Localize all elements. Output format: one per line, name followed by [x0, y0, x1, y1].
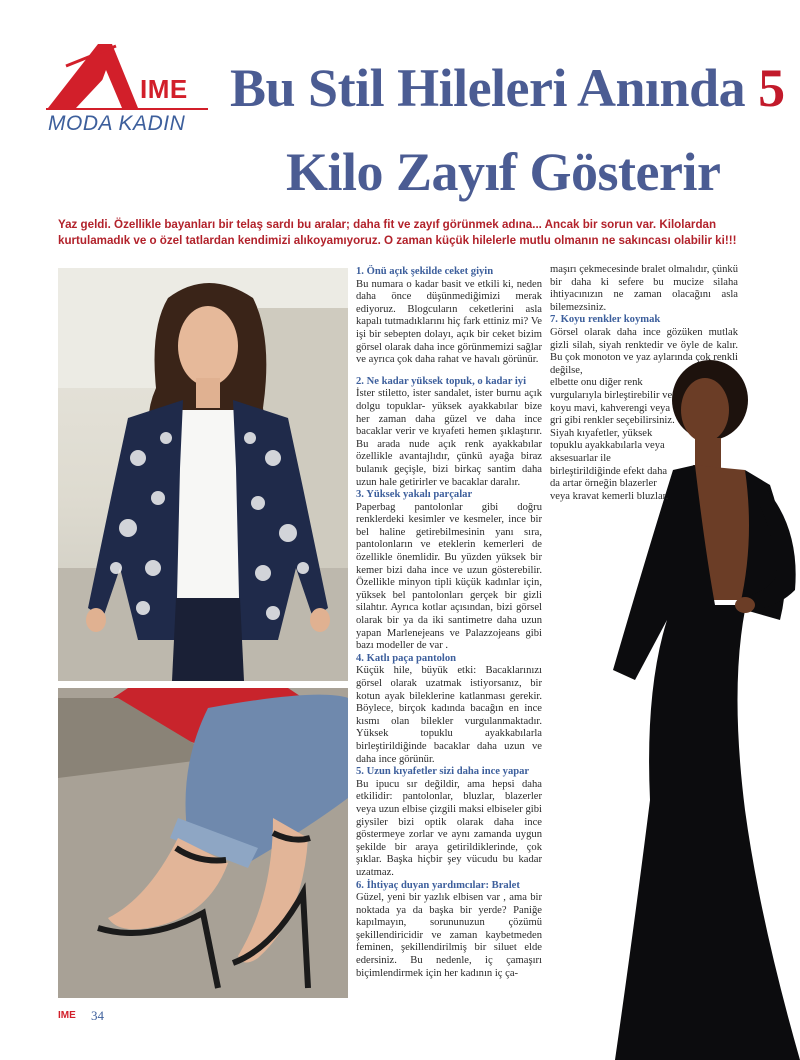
section-3-heading: 3. Yüksek yakalı parçalar	[356, 489, 473, 501]
title-line-1	[230, 52, 785, 124]
article-column-2	[550, 264, 738, 503]
article-column-1	[356, 266, 542, 980]
page-footer	[58, 1008, 118, 1026]
section-1-heading: 1. Önü açık şekilde ceket giyin	[356, 266, 494, 277]
section-7-body-narrow: elbette onu diğer renk vurgularıyla birleştirebilir ve koyu mavi, kahverengi veya gri gibi renkler seçebilirsiniz. Siyah kıyafetler, yüksek topuklu ayakkabılarla veya aksesuarlar ile birleştirildiğinde efekt daha da artar örneğin blazerler veya kravat kemerli bluzlar.	[550, 377, 675, 502]
section-3-body: Paperbag pantolonlar gibi doğru renklerdeki kesimler ve kesmeler, ince bir bel haline getirebilmesinin yanı sıra, pantolonların ve eteklerin kemerleri de özellikle önemlidir. Bu yüzden yüksek bir kemer bizi daha ince ve uzun gösterebilir. Özellikle minyon tipli küçük kadınlar için, yüksek bel pantolonları gerçek bir gizli silahtır. Ayrıca kotlar açısından, bizi görsel olarak bir ya da iki santimetre daha uzun yapan Marlenejeans ve Palazzojeans gibi bazı modeller de var .	[356, 501, 542, 652]
intro-text: Yaz geldi. Özellikle bayanları bir telaş sardı bu aralar; daha fit ve zayıf görünmek adına... Ancak bir sorun var. Kilolardan kurtulamadık ve o özel tatlardan kendimizi alıkoyamıyoruz. O zaman küçük hilelerle mutlu olmanın ne sakıncası olabilir ki!!!	[58, 218, 737, 247]
title-line-2: Kilo Zayıf Gösterir	[286, 142, 721, 202]
section-5-heading: 5. Uzun kıyafetler sizi daha ince yapar	[356, 766, 530, 778]
title-text-1: Bu Stil Hileleri Anında	[230, 58, 746, 118]
logo-subtitle: MODA KADIN	[48, 112, 186, 135]
section-7-body-wide: Görsel olarak daha ince gözüken mutlak gizli silah, siyah renktedir ve öyle de kalır. Bu çok monoton ve yaz aylarında çok renkli değilse,	[550, 326, 738, 376]
section-6-continued: maşırı çekmecesinde bralet olmalıdır, çünkü bir daha ki sefere bu mucize silaha ihtiyacınızın ne zaman olacağını asla bilemezsiniz.	[550, 264, 738, 313]
section-7-narrow-wrap	[550, 377, 676, 503]
title-number: 5	[758, 58, 785, 118]
section-6-heading: 6. İhtiyaç duyan yardımcılar: Bralet	[356, 879, 520, 891]
section-4-heading: 4. Katlı paça pantolon	[356, 652, 457, 664]
page-number: 34	[91, 1008, 104, 1023]
magazine-logo	[46, 38, 211, 138]
footer-brand: IME	[58, 1010, 76, 1021]
logo-divider	[46, 108, 208, 110]
photo-floral-blazer	[58, 268, 348, 681]
section-2-heading: 2. Ne kadar yüksek topuk, o kadar iyi	[356, 375, 527, 387]
section-6-body: Güzel, yeni bir yazlık elbisen var , ama bir noktada ya da başka bir yerde? Paniğe kapılmayın, sorununuzun çözümü şekillendiricidir ve zaman kaybetmeden feminen, şekillendirilmiş bir siluet elde edersiniz. Bu nedenle, iç çamaşırı biçimlendirmek için her kadının iç ça-	[356, 892, 542, 979]
section-7-heading: 7. Koyu renkler koymak	[550, 314, 661, 326]
section-4-body: Küçük hile, büyük etki: Bacaklarınızı görsel olarak uzatmak istiyorsanız, bir kotun ayak bileklerine katlanması gerekir. Böylece, birçok kadında bacağın en ince kısmı olan bilekler vurgulanmaktadır. Yüksek topuklu ayakkabılarla birleştirildiğinde bacaklar daha uzun ve daha ince görünür.	[356, 665, 542, 765]
logo-brand: IME	[140, 74, 188, 104]
section-2-body: İster stiletto, ister sandalet, ister burnu açık dolgu topuklar- yüksek ayakkabılar bize her zaman daha güzel ve daha ince bacaklar verir ve kıyafeti hemen şıklaştırır. Bu arada nude açık renk ayakkabılar özellikle avantajlıdır, çünkü ayağa biraz bulanık geçişle, bizi birkaç santim daha uzun hale getirirler ve bacaklar daralır.	[356, 388, 542, 488]
section-5-body: Bu ipucu sır değildir, ama hepsi daha etkilidir: pantolonlar, bluzlar, blazerler veya uzun elbise çizgili maksi elbiseler gibi giysiler bizi optik olarak daha ince göstermeye zorlar ve aynı zamanda uygun şekilde bir araya getirildiklerinde, çok şıklar. Başka hiçbir şey vücudu bu kadar uzatmaz.	[356, 778, 542, 878]
photo-heels-jeans	[58, 688, 348, 998]
section-1-body: Bu numara o kadar basit ve etkili ki, neden daha önce düşünmediğimizi merak ediyoruz. Blogcuların ceketlerini asla kapalı tutmadıklarını hiç fark ettiniz mi? Ve işi bir sebepten dolayı, açık bir ceket bizim görsel olarak daha ince görünmemizi sağlar ve ayrıca çok daha rahat ve havalı görünür.	[356, 278, 542, 366]
